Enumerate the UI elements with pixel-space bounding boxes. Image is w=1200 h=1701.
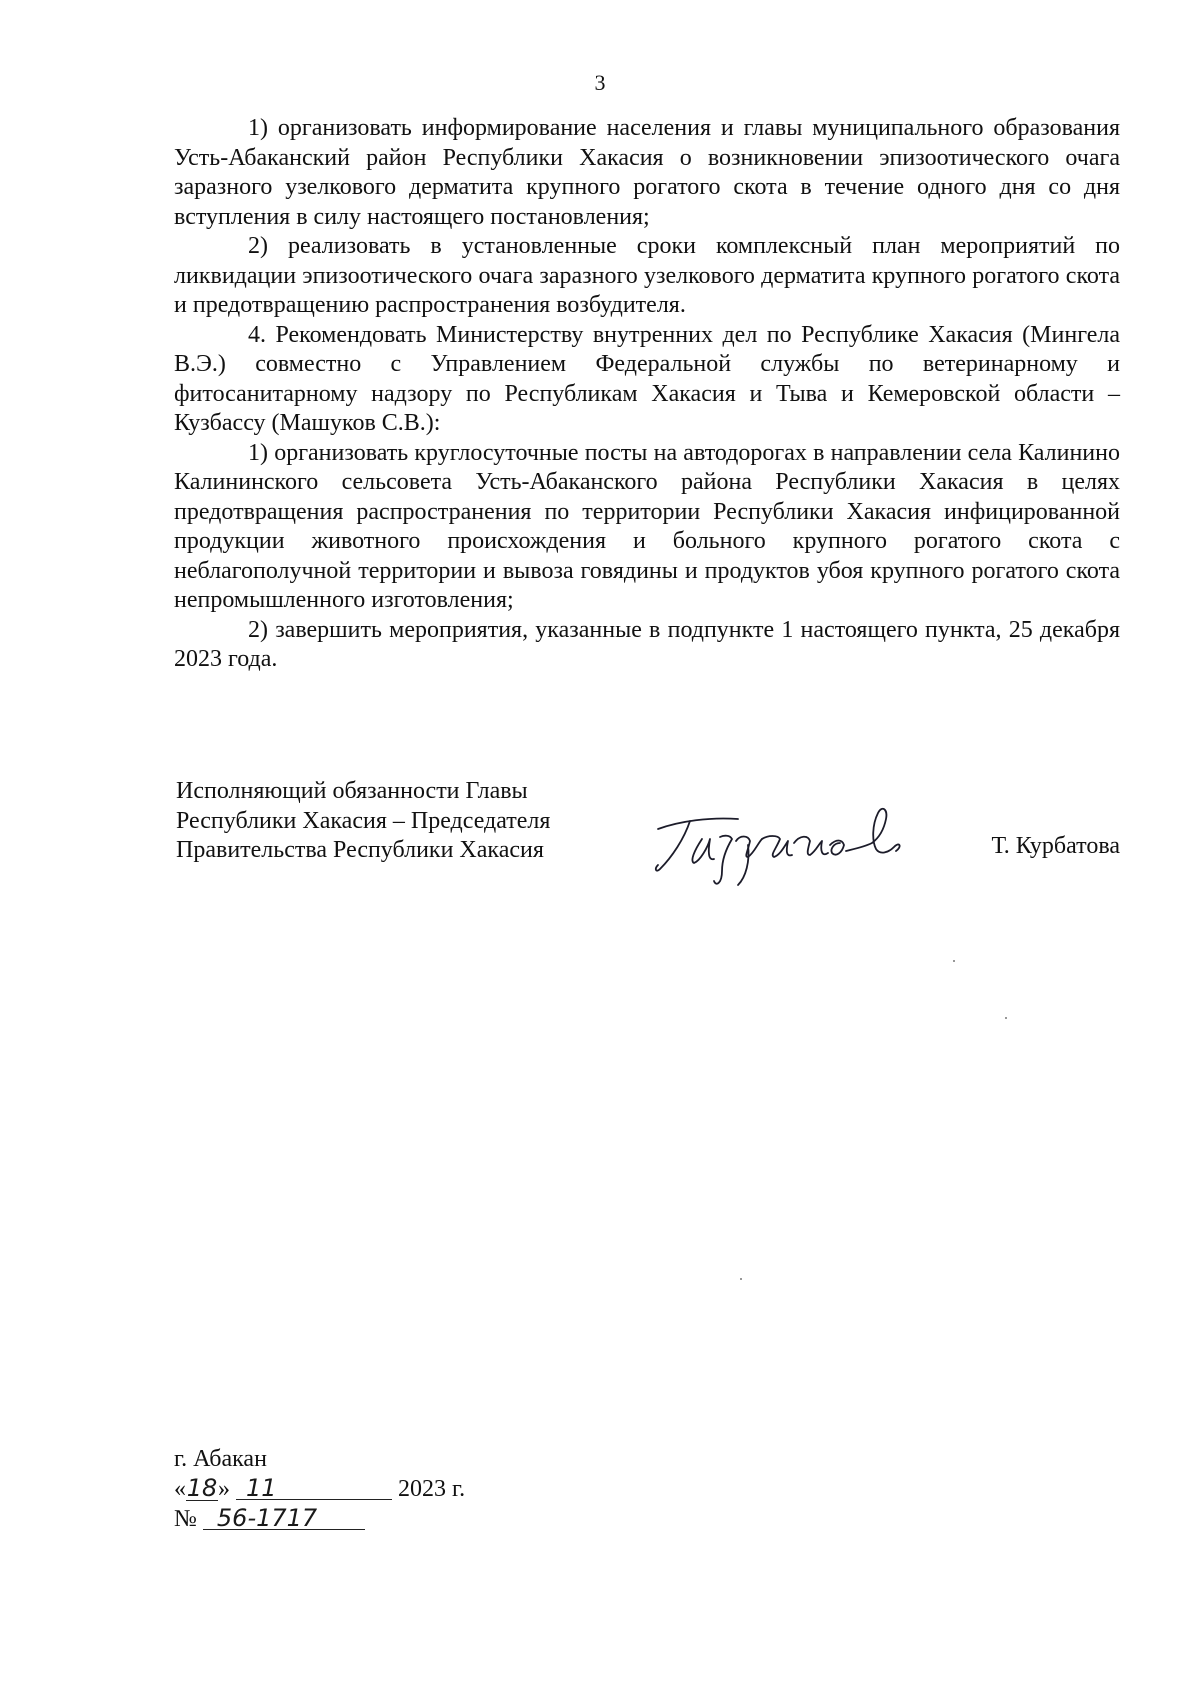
paragraph-point-4: 4. Рекомендовать Министерству внутренних дел по Республике Хакасия (Мингела В.Э.) совместно с Управлением Федеральной службы по ветеринарному и фитосанитарному надзору по Республикам Хакасия и Тыва и Кемеровской области – Кузбассу (Машуков С.В.): <box>174 321 1120 436</box>
city: г. Абакан <box>174 1446 267 1472</box>
date-day-field: 18 <box>186 1474 218 1502</box>
document-number-field: 56-1717 <box>203 1506 365 1530</box>
paragraph-item-1-posts: 1) организовать круглосуточные посты на автодорогах в направлении села Калинино Калининского сельсовета Усть-Абаканского района Республики Хакасия в целях предотвращения распространения по территории Республики Хакасия инфицированной продукции животного происхождения и больного крупного рогатого скота с неблагополучной территории и вывоза говядины и продуктов убоя крупного рогатого скота непромышленного изготовления; <box>174 439 1120 613</box>
city-line <box>174 1444 465 1474</box>
page-number: 3 <box>594 70 606 95</box>
handwritten-signature <box>650 799 940 899</box>
date-year: 2023 г. <box>398 1476 466 1502</box>
number-prefix: № <box>174 1506 197 1532</box>
date-open-quote: « <box>174 1476 186 1502</box>
signer-title <box>176 777 550 866</box>
scan-speck <box>740 1278 742 1280</box>
signer-title-line: Правительства Республики Хакасия <box>176 837 544 863</box>
paragraph-item-2-plan: 2) реализовать в установленные сроки комплексный план мероприятий по ликвидации эпизоотического очага заразного узелкового дерматита крупного рогатого скота и предотвращению распространения возбудителя. <box>174 233 1120 318</box>
document-footer <box>174 1444 465 1534</box>
signer-title-line: Республики Хакасия – Председателя <box>176 807 551 834</box>
number-line <box>174 1504 465 1534</box>
date-close-quote: » <box>218 1476 230 1502</box>
signer-title-line: Исполняющий обязанности Главы <box>176 778 528 804</box>
scan-speck <box>1005 1017 1007 1019</box>
signer-name: Т. Курбатова <box>991 833 1120 859</box>
paragraph-item-1-inform: 1) организовать информирование населения и главы муниципального образования Усть-Абаканский район Республики Хакасия о возникновении эпизоотического очага заразного узелкового дерматита крупного рогатого скота в течение одного дня со дня вступления в силу настоящего постановления; <box>174 115 1120 230</box>
date-month-field: 11 <box>236 1476 392 1500</box>
date-line <box>174 1474 465 1504</box>
scan-speck <box>953 960 955 962</box>
document-body <box>174 114 1120 675</box>
paragraph-item-2-deadline: 2) завершить мероприятия, указанные в подпункте 1 настоящего пункта, 25 декабря 2023 года. <box>174 616 1120 672</box>
signature-block <box>174 777 1120 917</box>
